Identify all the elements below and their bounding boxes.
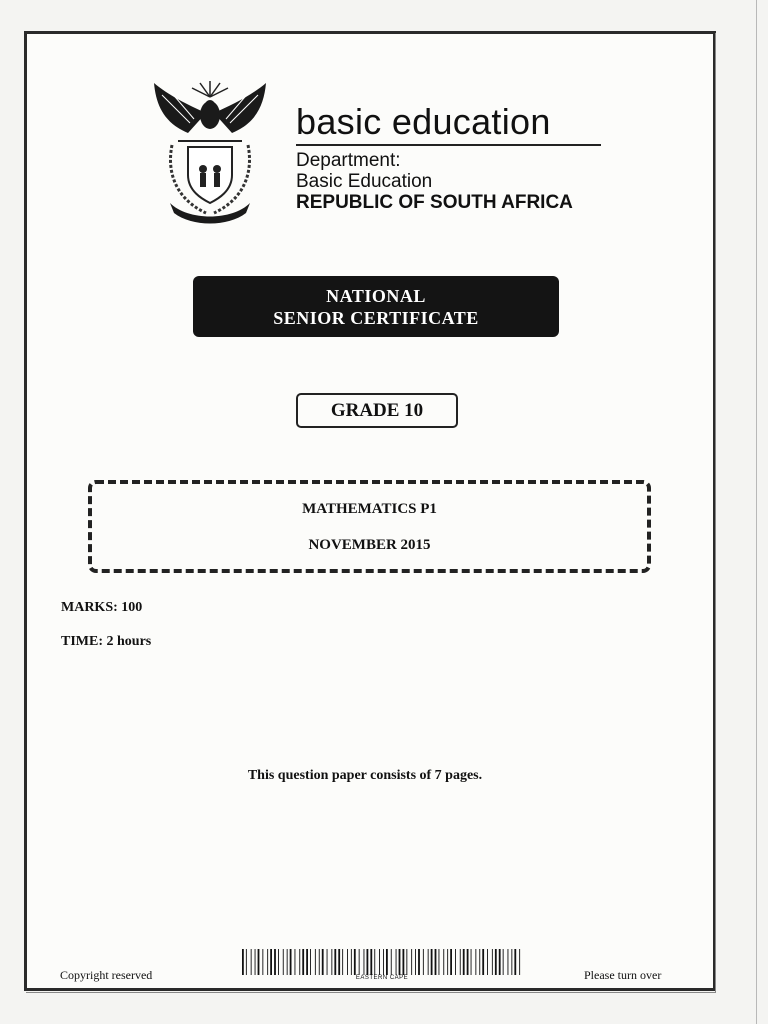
page-edge-line [756, 0, 757, 1024]
turn-over-text: Please turn over [584, 968, 662, 982]
marks-label: MARKS: 100 [61, 600, 143, 615]
copyright-text: Copyright reserved [60, 968, 153, 982]
banner-line-2: SENIOR CERTIFICATE [273, 308, 479, 328]
barcode-label: EASTERN CAPE [355, 975, 409, 981]
grade-box: GRADE 10 [296, 393, 458, 428]
department-name: Basic Education [296, 171, 433, 192]
brand-underline [296, 144, 601, 146]
certificate-banner [193, 276, 559, 337]
country-name: REPUBLIC OF SOUTH AFRICA [296, 192, 573, 213]
subject-box [88, 480, 651, 573]
banner-line-1: NATIONAL [326, 286, 426, 306]
subject-title: MATHEMATICS P1 [302, 501, 437, 517]
barcode-icon [242, 949, 522, 975]
south-africa-coat-of-arms-icon [148, 75, 272, 225]
time-label: TIME: 2 hours [61, 634, 152, 649]
brand-name: basic education [296, 101, 551, 142]
department-block [296, 150, 573, 213]
page-count-note: This question paper consists of 7 pages. [247, 768, 483, 783]
department-label: Department: [296, 150, 401, 171]
exam-session: NOVEMBER 2015 [308, 537, 431, 553]
